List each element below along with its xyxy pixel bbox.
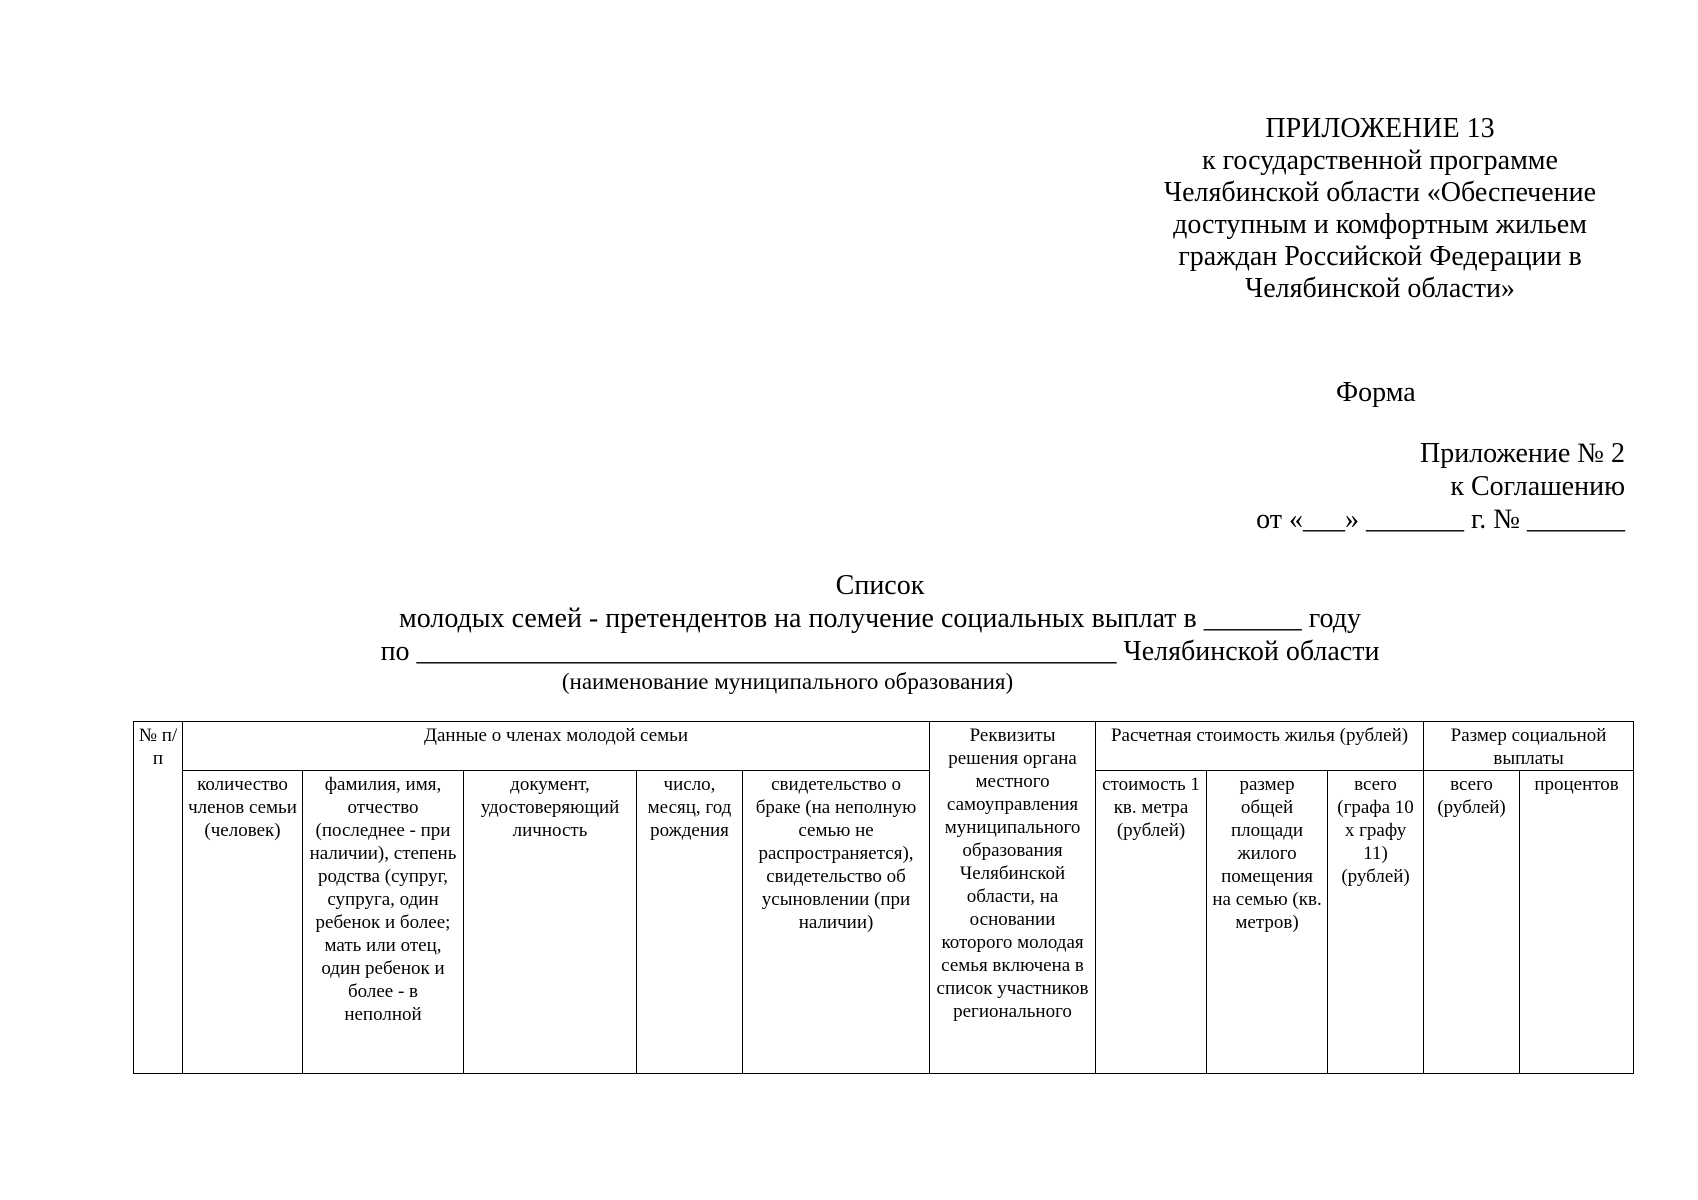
- municipality-caption: (наименование муниципального образования): [561, 669, 1014, 694]
- annex-line: доступным и комфортным жильем: [1173, 209, 1587, 240]
- col-header-full-name: фамилия, имя, отчество (последнее - при наличии), степень родства (супруг, супруга, один ребенок и более; мать или отец, один ребенок и более - в неполной: [303, 771, 464, 1074]
- annex-line: граждан Российской Федерации в: [1178, 241, 1582, 272]
- list-title-line: по __________________________________________________ Челябинской области: [380, 636, 1380, 667]
- col-header-total-cost: всего (графа 10 х графу 11) (рублей): [1328, 771, 1424, 1074]
- annex-line: Челябинской области»: [1245, 273, 1515, 304]
- list-title: [380, 569, 1380, 696]
- agreement-line: от «___» _______ г. № _______: [1256, 504, 1625, 535]
- col-header-members-count: количество членов семьи (человек): [183, 771, 303, 1074]
- table-subheader-row: [134, 771, 1634, 1074]
- list-title-heading: Список: [835, 570, 925, 601]
- agreement-line: к Соглашению: [1450, 471, 1625, 502]
- col-header-payment-percent: процентов: [1520, 771, 1634, 1074]
- col-header-id-document: документ, удостоверяющий личность: [464, 771, 637, 1074]
- col-group-family-data: Данные о членах молодой семьи: [183, 722, 930, 771]
- col-header-certificate: свидетельство о браке (на неполную семью не распространяется), свидетельство об усыновлении (при наличии): [743, 771, 930, 1074]
- col-header-birth-date: число, месяц, год рождения: [637, 771, 743, 1074]
- annex-line: к государственной программе: [1202, 145, 1558, 176]
- annex-header: [1130, 113, 1630, 305]
- col-header-payment-total: всего (рублей): [1424, 771, 1520, 1074]
- form-label: Форма: [1336, 377, 1416, 408]
- annex-line: Челябинской области «Обеспечение: [1163, 177, 1597, 208]
- col-header-living-area: размер общей площади жилого помещения на семью (кв. метров): [1207, 771, 1328, 1074]
- col-group-payment-size: Размер социальной выплаты: [1424, 722, 1634, 771]
- list-title-line: молодых семей - претендентов на получение социальных выплат в _______ году: [399, 603, 1361, 634]
- table-header-row: [134, 722, 1634, 771]
- families-table: [133, 721, 1634, 1074]
- col-header-cost-per-meter: стоимость 1 кв. метра (рублей): [1096, 771, 1207, 1074]
- annex-line: ПРИЛОЖЕНИЕ 13: [1265, 113, 1495, 144]
- agreement-line: Приложение № 2: [1420, 438, 1625, 469]
- col-header-requisites: Реквизиты решения органа местного самоуправления муниципального образования Челябинской области, на основании которого молодая семья включена в список участников регионального: [930, 722, 1096, 1074]
- agreement-header: [1256, 437, 1625, 536]
- col-group-housing-cost: Расчетная стоимость жилья (рублей): [1096, 722, 1424, 771]
- col-header-number: № п/п: [134, 722, 183, 1074]
